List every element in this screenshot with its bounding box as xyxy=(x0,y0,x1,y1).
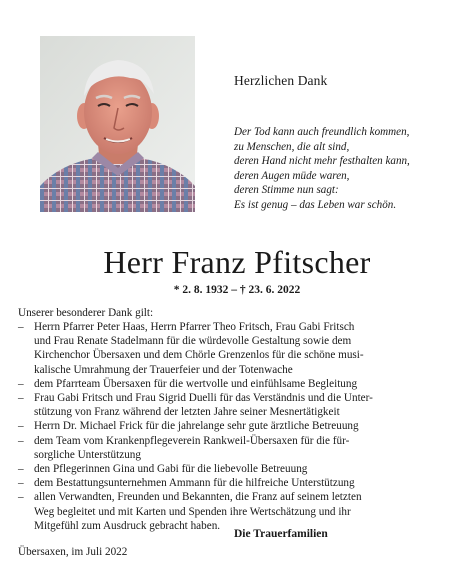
list-item-line: Frau Gabi Fritsch und Frau Sigrid Duelli für das Verständnis und die Unter- xyxy=(34,392,373,405)
portrait-image xyxy=(40,36,195,212)
dash-bullet: – xyxy=(18,377,24,390)
poem-line: deren Augen müde waren, xyxy=(234,169,350,182)
list-item-line: dem Team vom Krankenpflegeverein Rankweil-Übersaxen für die für- xyxy=(34,434,350,447)
dash-bullet: – xyxy=(18,477,24,490)
list-item-line: allen Verwandten, Freunden und Bekannten, die Franz auf seinem letzten xyxy=(34,491,362,504)
list-item-line: dem Bestattungsunternehmen Ammann für die hilfreiche Unterstützung xyxy=(34,477,355,490)
thanks-heading: Herzlichen Dank xyxy=(234,73,328,88)
list-item xyxy=(18,377,460,391)
thanks-list xyxy=(18,320,460,533)
poem xyxy=(234,125,464,213)
poem-line: Es ist genug – das Leben war schön. xyxy=(234,198,397,211)
poem-line: deren Hand nicht mehr festhalten kann, xyxy=(234,155,410,168)
list-item xyxy=(18,476,460,490)
deceased-name: Herr Franz Pfitscher xyxy=(103,244,371,280)
list-item xyxy=(18,490,460,533)
list-item-line: dem Pfarrteam Übersaxen für die wertvolle und einfühlsame Begleitung xyxy=(34,377,358,390)
list-item-line: den Pflegerinnen Gina und Gabi für die liebevolle Betreuung xyxy=(34,463,308,476)
list-item-line: Weg begleitet und mit Karten und Spenden ihre Wertschätzung und ihr xyxy=(34,505,351,518)
dash-bullet: – xyxy=(18,392,24,405)
list-item xyxy=(18,320,460,377)
family-signature: Die Trauerfamilien xyxy=(234,528,328,540)
dash-bullet: – xyxy=(18,420,24,433)
list-item-line: stützung von Franz während der letzten Jahre seiner Mesnertätigkeit xyxy=(34,406,340,419)
list-item-line: kalische Umrahmung der Trauerfeier und der Totenwache xyxy=(34,363,293,376)
dash-bullet: – xyxy=(18,434,24,447)
list-item xyxy=(18,419,460,433)
list-item-line: und Frau Renate Stadelmann für die würdevolle Gestaltung sowie dem xyxy=(34,335,352,348)
list-item-line: sorgliche Unterstützung xyxy=(34,448,141,461)
list-item xyxy=(18,434,460,462)
list-item xyxy=(18,391,460,419)
poem-line: Der Tod kann auch freundlich kommen, xyxy=(234,126,410,138)
dash-bullet: – xyxy=(18,491,24,504)
poem-line: deren Stimme nun sagt: xyxy=(234,184,339,197)
list-item xyxy=(18,462,460,476)
poem-line: zu Menschen, die alt sind, xyxy=(234,140,350,153)
dash-bullet: – xyxy=(18,321,24,333)
list-item-line: Mitgefühl zum Ausdruck gebracht haben. xyxy=(34,519,221,532)
list-item-line: Kirchenchor Übersaxen und dem Chörle Grenzenlos für die schöne musi- xyxy=(34,349,364,362)
portrait-photo xyxy=(40,36,195,212)
list-item-line: Herrn Pfarrer Peter Haas, Herrn Pfarrer Theo Fritsch, Frau Gabi Fritsch xyxy=(34,321,355,333)
life-dates: * 2. 8. 1932 – † 23. 6. 2022 xyxy=(173,284,301,296)
place-date: Übersaxen, im Juli 2022 xyxy=(18,546,128,558)
thanks-intro: Unserer besonderer Dank gilt: xyxy=(18,307,154,319)
list-item-line: Herrn Dr. Michael Frick für die jahrelange sehr gute ärztliche Betreuung xyxy=(34,420,359,433)
dash-bullet: – xyxy=(18,463,24,476)
